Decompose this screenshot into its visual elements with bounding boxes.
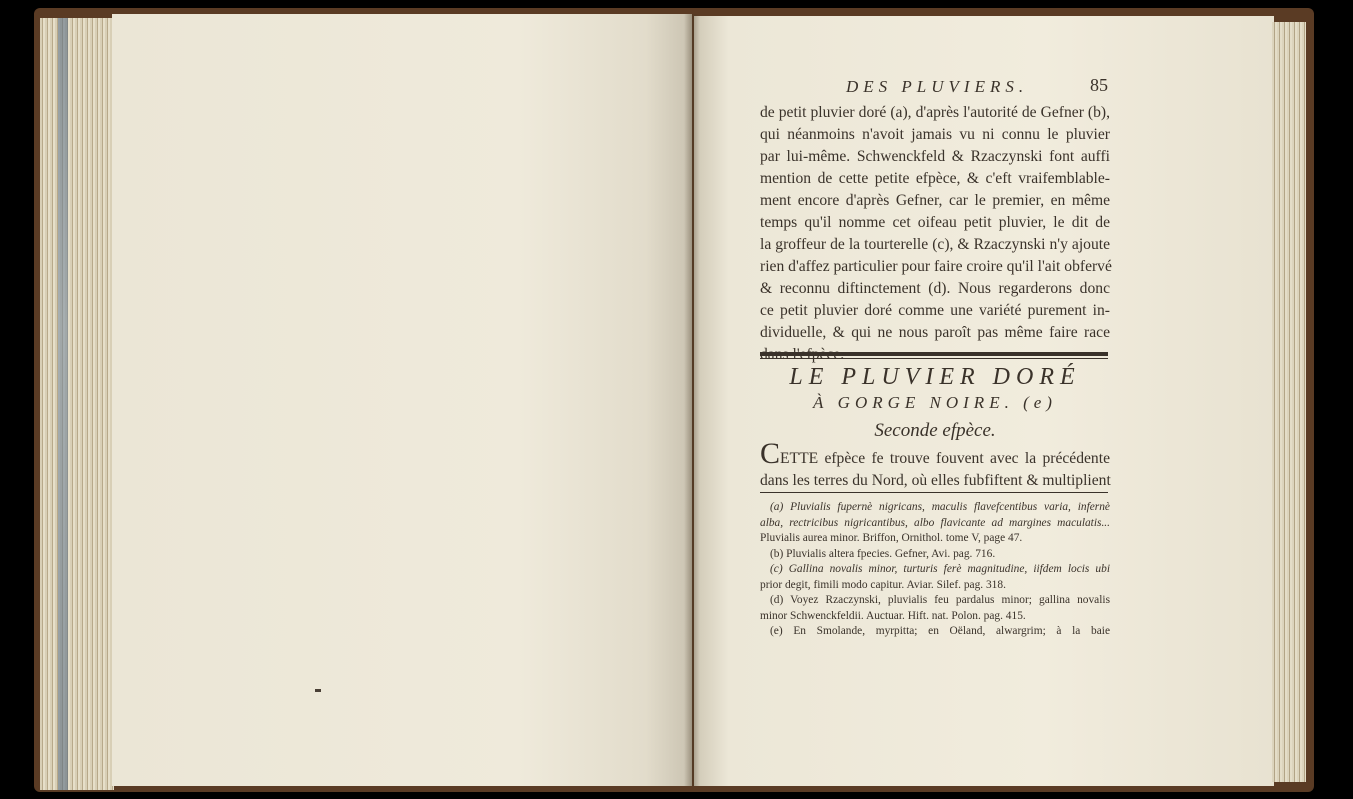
body-line: ment encore d'après Gefner, car le premier, en même <box>760 192 1110 209</box>
body-line: & reconnu diftinctement (d). Nous regarderons donc <box>760 280 1110 297</box>
footnote-line: Pluvialis aurea minor. Briffon, Ornithol. tome V, page 47. <box>760 532 1023 544</box>
section-rule-thin <box>760 358 1108 359</box>
footnote-line: (d) Voyez Rzaczynski, pluvialis feu pardalus minor; gallina novalis <box>770 594 1110 606</box>
body-paragraph <box>760 102 1110 366</box>
section-paragraph-text: ETTE efpèce fe trouve fouvent avec la précédente <box>780 450 1110 467</box>
right-page-edges <box>1272 22 1306 782</box>
page-number: 85 <box>1090 75 1108 95</box>
body-line: qui néanmoins n'avoit jamais vu ni connu le pluvier <box>760 126 1110 143</box>
body-line: rien d'affez particulier pour faire croire qu'il l'ait obfervé <box>760 258 1112 275</box>
footnote-line: (c) Gallina novalis minor, turturis ferè magnitudine, iifdem locis ubi <box>770 563 1110 575</box>
book-gutter <box>684 14 700 786</box>
left-page-blank <box>112 14 692 786</box>
section-paragraph <box>760 437 1111 492</box>
body-line: dividuelle, & qui ne nous paroît pas même faire race <box>760 324 1110 341</box>
section-paragraph-line: dans les terres du Nord, où elles fubfiftent & multiplient <box>760 472 1111 489</box>
section-title: LE PLUVIER DORÉ <box>789 364 1081 390</box>
body-line: de petit pluvier doré (a), d'après l'autorité de Gefner (b), <box>760 104 1110 121</box>
body-line: ce petit pluvier doré comme une variété purement in- <box>760 302 1110 319</box>
left-page-edges <box>40 18 114 790</box>
footnote-line: prior degit, fimili modo capitur. Aviar. Silef. pag. 318. <box>760 578 1006 591</box>
body-line: temps qu'il nomme cet oifeau petit pluvier, le dit de <box>760 214 1110 231</box>
running-title: DES PLUVIERS. <box>846 77 1029 96</box>
section-rule-thick <box>760 352 1108 356</box>
footnote-line: minor Schwenckfeldii. Auctuar. Hift. nat. Polon. pag. 415. <box>760 609 1026 622</box>
section-subtitle: Seconde efpèce. <box>874 420 996 441</box>
section-paragraph-line <box>760 437 1110 470</box>
section-title-line2: À GORGE NOIRE. (e) <box>813 393 1057 412</box>
footnote-rule <box>760 492 1108 493</box>
body-line: mention de cette petite efpèce, & c'eft vraifemblable- <box>760 170 1110 187</box>
ink-spot <box>315 689 321 692</box>
footnote-line: alba, rectricibus nigricantibus, albo flavicante ad margines maculatis... <box>760 516 1110 529</box>
body-line: la groffeur de la tourterelle (c), & Rzaczynski n'y ajoute <box>760 236 1110 253</box>
running-header <box>846 77 1108 103</box>
footnotes <box>760 500 1110 640</box>
drop-cap: C <box>760 437 781 470</box>
footnote-line: (b) Pluvialis altera fpecies. Gefner, Avi. pag. 716. <box>770 547 996 560</box>
body-line: par lui-même. Schwenckfeld & Rzaczynski font auffi <box>760 148 1110 165</box>
footnote-line: (e) En Smolande, myrpitta; en Oëland, alwargrim; à la baie <box>770 625 1110 637</box>
footnote-line: (a) Pluvialis fupernè nigricans, maculis flavefcentibus varia, infernè <box>770 501 1110 513</box>
